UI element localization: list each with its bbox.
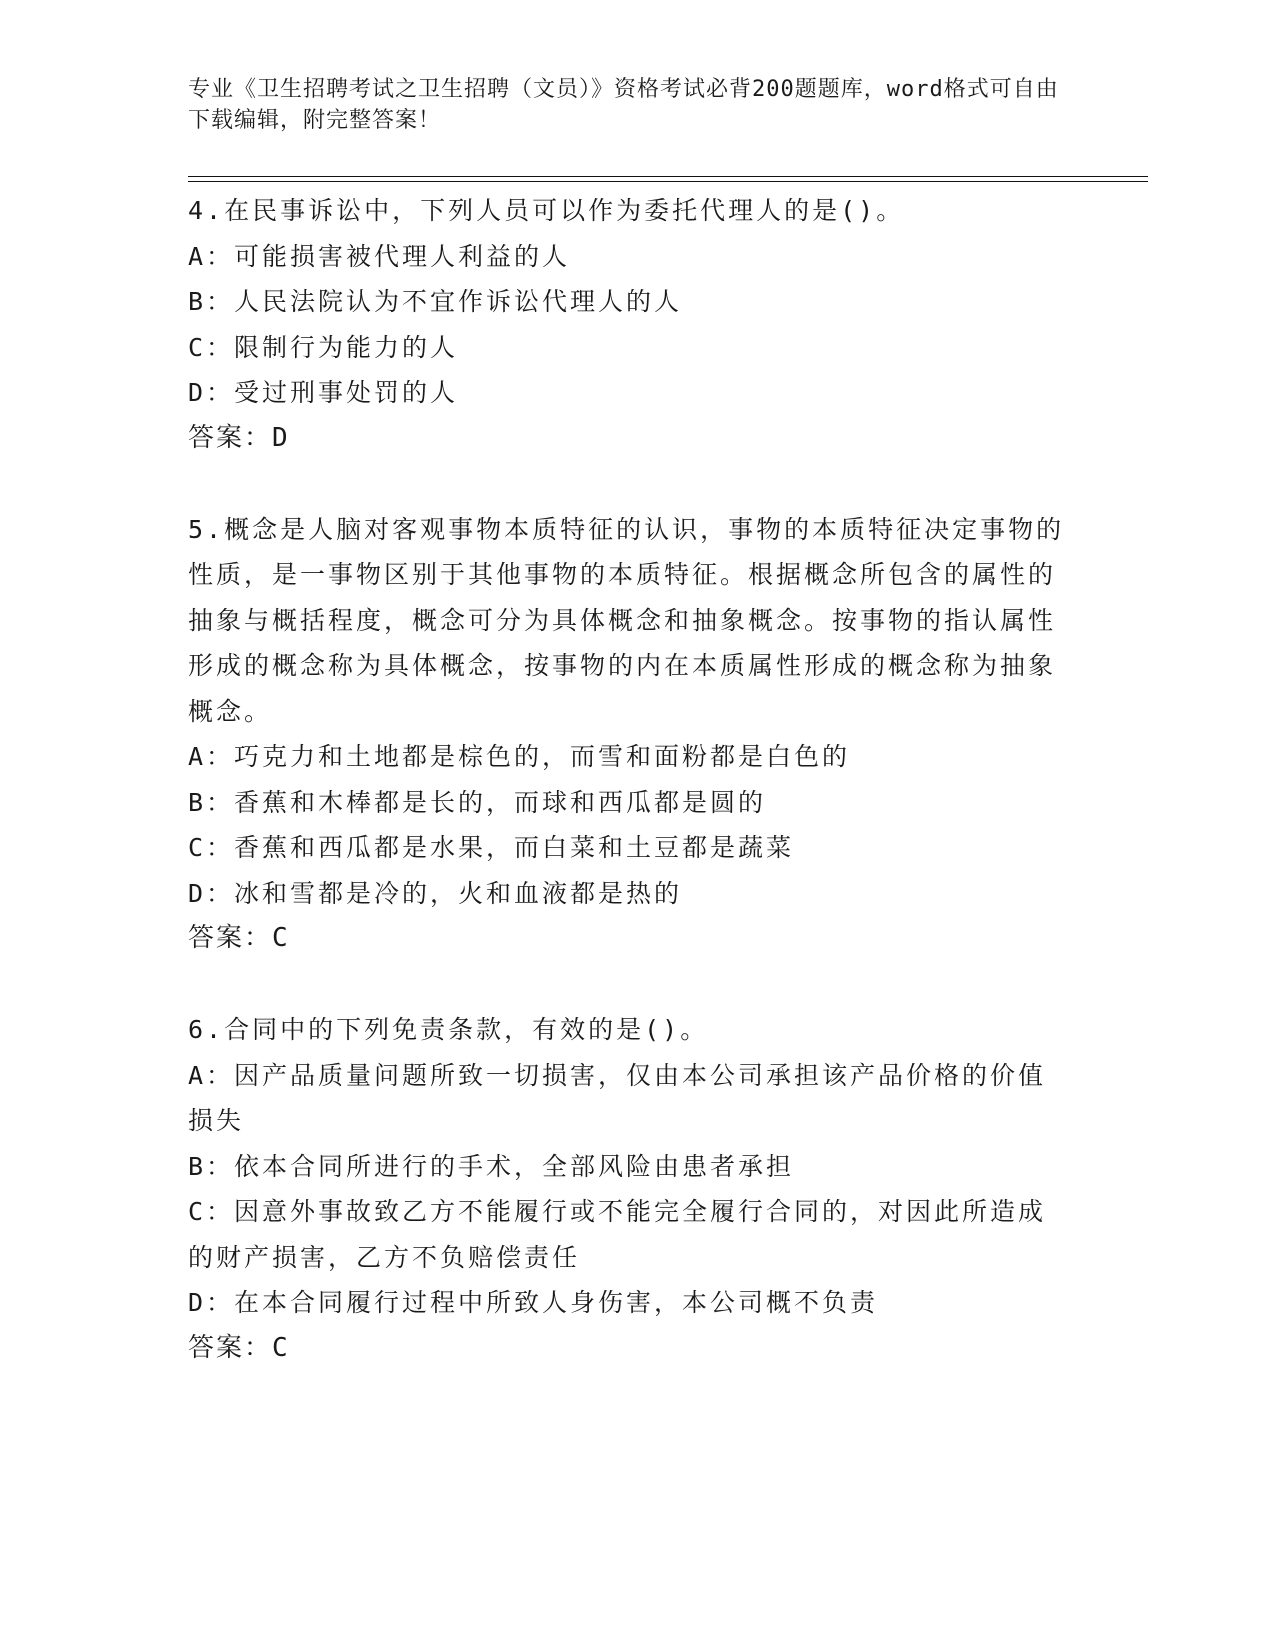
option-c: C：限制行为能力的人: [188, 332, 459, 362]
header-divider-bottom: [188, 181, 1148, 182]
question-list: [188, 188, 1068, 1371]
option-a: A：巧克力和土地都是棕色的，而雪和面粉都是白色的: [188, 742, 851, 771]
option-a: A：因产品质量问题所致一切损害，仅由本公司承担该产品价格的价值损失: [188, 1060, 1047, 1135]
option-a: A：可能损害被代理人利益的人: [188, 241, 571, 271]
question-6: [188, 1007, 1068, 1371]
option-d: D：冰和雪都是冷的，火和血液都是热的: [188, 878, 683, 908]
option-b: B：香蕉和木棒都是长的，而球和西瓜都是圆的: [188, 787, 767, 817]
answer: 答案：C: [188, 923, 290, 953]
option-c: C：香蕉和西瓜都是水果，而白菜和土豆都是蔬菜: [188, 833, 795, 862]
document-header: 专业《卫生招聘考试之卫生招聘（文员）》资格考试必背200题题库，word格式可自由下载编辑，附完整答案！: [188, 77, 1059, 133]
answer: 答案：D: [188, 422, 290, 453]
option-b: B：依本合同所进行的手术，全部风险由患者承担: [188, 1151, 795, 1181]
question-4: [188, 188, 1068, 461]
question-stem: 4.在民事诉讼中，下列人员可以作为委托代理人的是()。: [188, 196, 905, 225]
header-divider-top: [188, 176, 1148, 177]
question-stem: 5.概念是人脑对客观事物本质特征的认识，事物的本质特征决定事物的性质，是一事物区别于其他事物的本质特征。根据概念所包含的属性的抽象与概括程度，概念可分为具体概念和抽象概念。按事物的指认属性形成的概念称为具体概念，按事物的内在本质属性形成的概念称为抽象概念。: [188, 514, 1065, 726]
option-d: D：受过刑事处罚的人: [188, 378, 459, 407]
option-c: C：因意外事故致乙方不能履行或不能完全履行合同的，对因此所造成的财产损害，乙方不负赔偿责任: [188, 1197, 1047, 1272]
option-b: B：人民法院认为不宜作诉讼代理人的人: [188, 287, 683, 316]
question-stem: 6.合同中的下列免责条款，有效的是()。: [188, 1015, 709, 1044]
answer: 答案：C: [188, 1332, 290, 1363]
question-5: [188, 507, 1068, 962]
option-d: D：在本合同履行过程中所致人身伤害，本公司概不负责: [188, 1288, 879, 1317]
